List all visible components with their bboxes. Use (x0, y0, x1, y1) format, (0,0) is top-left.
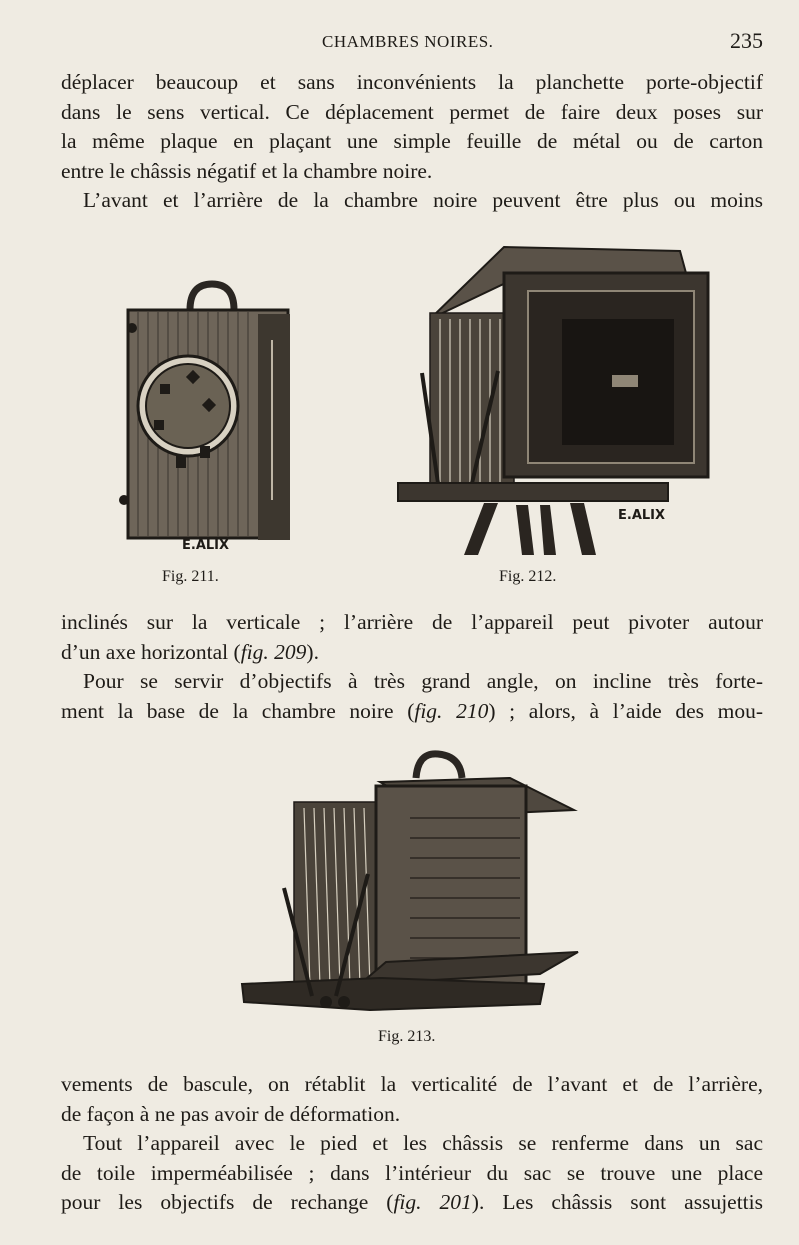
text-line: vements de bascule, on rétablit la verticalité de l’avant et de l’arrière, (61, 1072, 763, 1096)
text-fragment: ment la base de la chambre noire ( (61, 698, 415, 723)
text-line (61, 697, 763, 727)
text-line: la même plaque en plaçant une simple feuille de métal ou de carton (61, 129, 763, 153)
figure-212-caption: Fig. 212. (499, 568, 557, 585)
text-line: L’avant et l’arrière de la chambre noire peuvent être plus ou moins (83, 188, 763, 212)
text-line (61, 1188, 763, 1218)
text-line: Pour se servir d’objectifs à très grand angle, on incline très forte- (83, 669, 763, 693)
text-line (61, 638, 763, 668)
running-title: CHAMBRES NOIRES. (322, 32, 494, 51)
figure-211-caption: Fig. 211. (162, 568, 219, 585)
text-fragment: ) ; alors, à l’aide des mou- (488, 698, 763, 723)
paragraph-top (61, 68, 763, 216)
paragraph-bottom (61, 1070, 763, 1218)
text-line: Tout l’appareil avec le pied et les châssis se renferme dans un sac (83, 1131, 763, 1155)
text-line: inclinés sur la verticale ; l’arrière de l’appareil peut pivoter autour (61, 610, 763, 634)
text-line: de toile imperméabilisée ; dans l’intérieur du sac se trouve une place (61, 1160, 763, 1185)
figure-212-camera-illustration (394, 243, 714, 561)
figure-213-caption: Fig. 213. (378, 1028, 436, 1045)
text-line: de façon à ne pas avoir de déformation. (61, 1101, 401, 1126)
text-fragment: d’un axe horizontal ( (61, 639, 241, 664)
page-number: 235 (730, 28, 763, 53)
figure-211-camera-illustration (112, 280, 302, 560)
figure-reference: fig. 201 (393, 1190, 472, 1214)
figure-213-camera-illustration (240, 748, 582, 1022)
text-fragment: pour les objectifs de rechange ( (61, 1190, 394, 1214)
figure-211-signature: E.ALIX (182, 538, 230, 553)
figure-reference: fig. 209 (240, 639, 307, 664)
text-line: déplacer beaucoup et sans inconvénients la planchette porte-objectif (61, 70, 763, 94)
running-head (0, 30, 799, 58)
text-line: dans le sens vertical. Ce déplacement permet de faire deux poses sur (61, 99, 763, 124)
text-fragment: ). (306, 639, 319, 664)
text-line: entre le châssis négatif et la chambre noire. (61, 158, 433, 183)
figure-reference: fig. 210 (414, 698, 489, 723)
figure-212-signature: E.ALIX (618, 508, 666, 523)
paragraph-middle (61, 608, 763, 726)
text-fragment: ). Les châssis sont assujettis (471, 1190, 763, 1214)
